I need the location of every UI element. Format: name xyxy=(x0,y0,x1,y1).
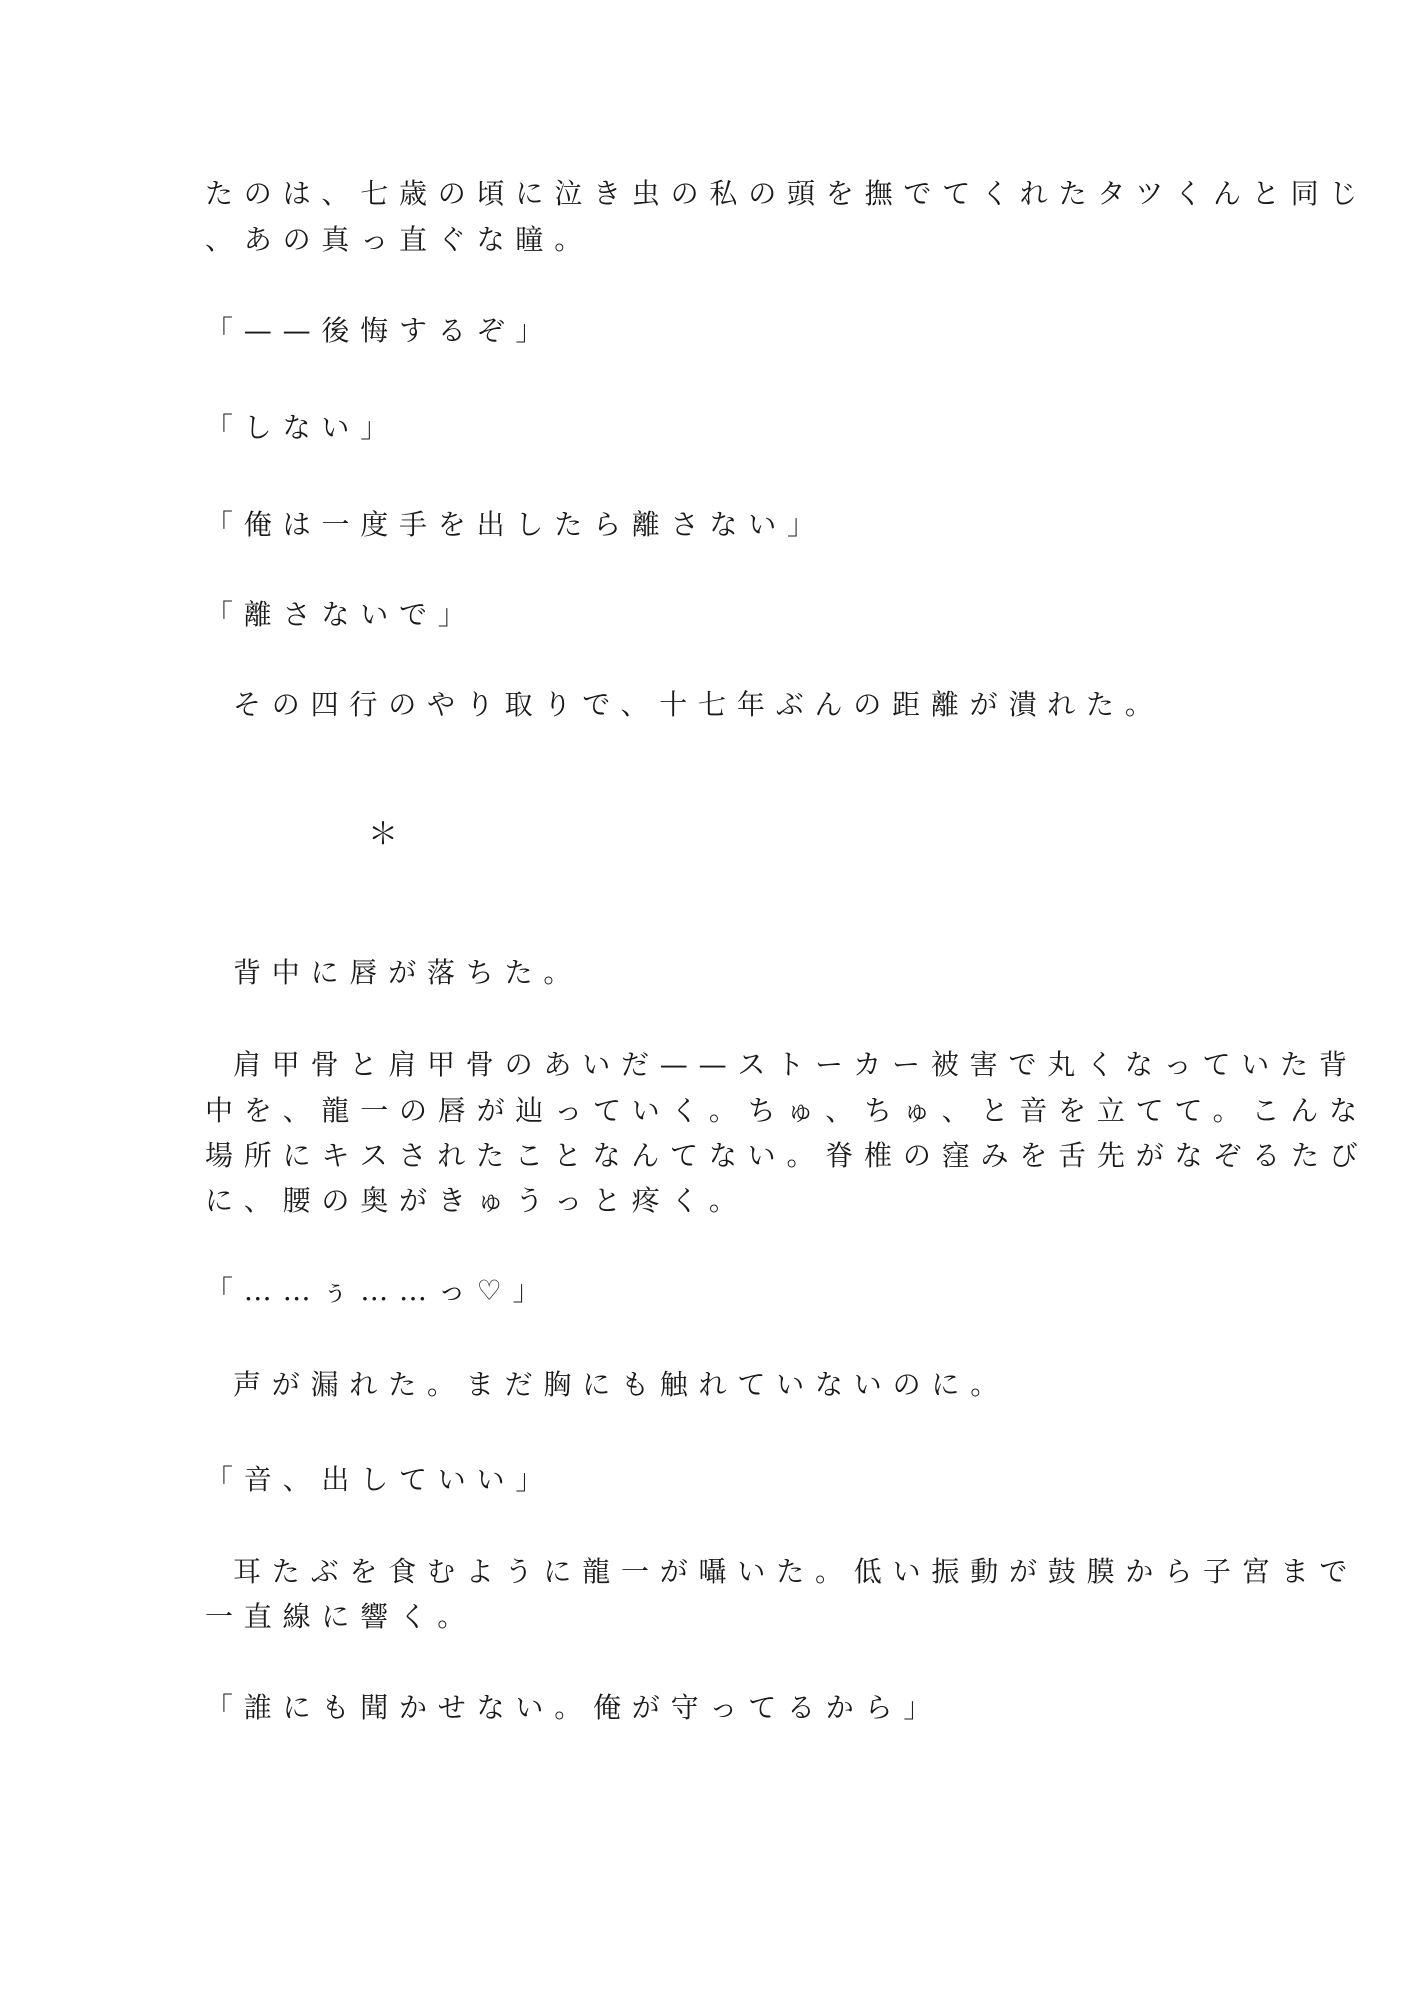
body-text-line: 耳たぶを食むように龍一が囁いた。低い振動が鼓膜から子宮まで xyxy=(233,1555,1359,1588)
dialogue-line: 「俺は一度手を出したら離さない」 xyxy=(205,508,826,541)
body-text-line: 一直線に響く。 xyxy=(205,1600,477,1633)
body-text-line: その四行のやり取りで、十七年ぶんの距離が潰れた。 xyxy=(233,688,1164,721)
dialogue-line: 「音、出していい」 xyxy=(205,1463,555,1496)
body-text-line: 声が漏れた。まだ胸にも触れていないのに。 xyxy=(233,1368,1010,1401)
body-text-line: に、腰の奥がきゅうっと疼く。 xyxy=(205,1184,748,1217)
dialogue-line: 「誰にも聞かせない。俺が守ってるから」 xyxy=(205,1691,943,1724)
scene-break-asterisk: ＊ xyxy=(368,817,398,852)
dialogue-line: 「離さないで」 xyxy=(205,598,477,631)
body-text-line: 、あの真っ直ぐな瞳。 xyxy=(205,223,594,256)
body-text-line: 場所にキスされたことなんてない。脊椎の窪みを舌先がなぞるたび xyxy=(205,1139,1369,1172)
body-text-line: 肩甲骨と肩甲骨のあいだ——ストーカー被害で丸くなっていた背 xyxy=(233,1048,1358,1081)
body-text-line: 中を、龍一の唇が辿っていく。ちゅ、ちゅ、と音を立てて。こんな xyxy=(205,1094,1368,1127)
dialogue-line: 「——後悔するぞ」 xyxy=(205,314,555,347)
dialogue-line: 「しない」 xyxy=(205,411,400,444)
body-text-line: 背中に唇が落ちた。 xyxy=(233,956,583,989)
dialogue-line: 「……ぅ……っ♡」 xyxy=(205,1274,552,1307)
body-text-line: たのは、七歳の頃に泣き虫の私の頭を撫でてくれたタツくんと同じ xyxy=(205,177,1369,210)
